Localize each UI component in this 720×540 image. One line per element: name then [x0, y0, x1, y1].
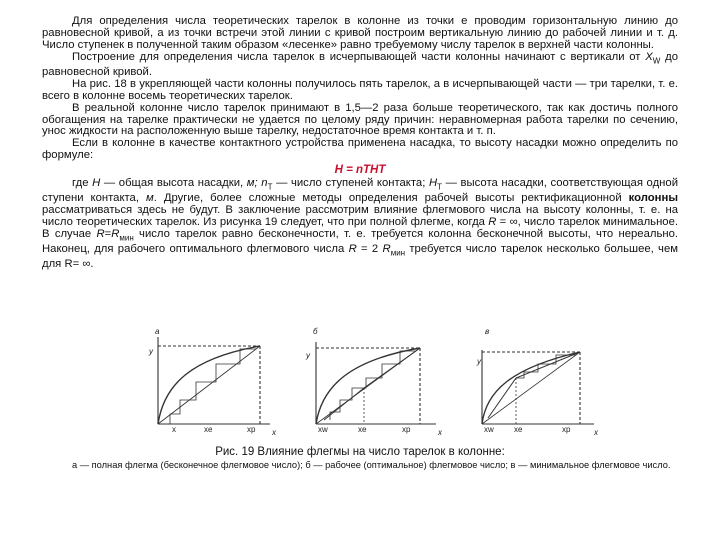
- panel-c-tick-2: xe: [514, 425, 523, 434]
- panel-b-xlabel: x: [438, 428, 442, 437]
- document-body: [42, 16, 678, 271]
- panel-a-tick-3: xp: [247, 425, 256, 434]
- panel-a-xlabel: x: [272, 428, 276, 437]
- panel-b-ylabel: y: [306, 351, 310, 360]
- figure-19: [120, 322, 600, 442]
- paragraph-5: Если в колонне в качестве контактного устройства применена насадка, то высоту насадки можно определить по формуле:: [42, 137, 678, 162]
- formula: H = nТНТ: [334, 164, 386, 177]
- panel-b: [316, 342, 436, 424]
- panel-c-tick-1: xw: [484, 425, 494, 434]
- panel-b-tick-2: xe: [358, 425, 367, 434]
- paragraph-4: В реальной колонне число тарелок принимают в 1,5—2 раза больше теоретического, так как достичь полного обогащения на тарелке практически не удается по целому ряду причин: неравномерная работа тарелки по сечению, унос жидкости на расположенную выше тарелку, недостаточное время контакта и т. п.: [42, 101, 678, 138]
- panel-c-ylabel: y: [477, 357, 481, 366]
- panel-a-ylabel: y: [149, 347, 153, 356]
- panel-a-tick-1: x: [172, 425, 176, 434]
- paragraph-2: Построение для определения числа тарелок в исчерпывающей части колонны начинают с вертикали от $X_W$ до равновесной кривой.: [42, 50, 678, 78]
- panel-a-label: а: [155, 327, 160, 336]
- figure-19-diagram: [120, 322, 600, 442]
- figure-caption: Рис. 19 Влияние флегмы на число тарелок в колонне:: [215, 446, 505, 458]
- panel-a-tick-2: xe: [204, 425, 213, 434]
- panel-a: [158, 337, 270, 424]
- panel-b-tick-1: xw: [318, 425, 328, 434]
- panel-c: [482, 350, 594, 424]
- panel-b-tick-3: xp: [402, 425, 411, 434]
- paragraph-1: Для определения числа теоретических тарелок в колонне из точки е проводим горизонтальную линию до равновесной кривой, а из точки встречи этой линии с кривой построим вертикальную линию до рабочей линии и т. д. Число ступенек в полученной таким образом «лесенке» равно требуемому числу тарелок в верхней части колонны.: [42, 15, 678, 51]
- figure-legend: а — полная флегма (бесконечное флегмовое число); б — рабочее (оптимальное) флегмовое число; в — минимальное флегмовое число.: [72, 460, 671, 470]
- paragraph-6: где H — общая высота насадки, м; $n_T$ — число ступеней контакта; $H_T$ — высота насадки, соответствующая одной ступени контакта, м. Другие, более сложные методы определения рабочей высоты ректификационной колонны рассматриваться здесь не будут. В заключение рассмотрим влияние флегмового числа на высоту колонны, т. е. на число теоретических тарелок. Из рисунка 19 следует, что при полной флегме, когда R = ∞, число тарелок минимальное. В случае $R=R_{мин}$ число тарелок равно бесконечности, т. е. требуется колонна бесконечной высоты, что нереально. Наконец, для рабочего оптимального флегмового числа R = 2 $R_{мин}$ требуется число тарелок несколько большее, чем для R= ∞.: [42, 177, 679, 271]
- panel-c-xlabel: x: [594, 428, 598, 437]
- panel-c-label: в: [485, 327, 490, 336]
- panel-b-label: б: [313, 327, 318, 336]
- paragraph-3: На рис. 18 в укрепляющей части колонны получилось пять тарелок, а в исчерпывающей части — три тарелки, т. е. всего в колонне восемь теоретических тарелок.: [42, 77, 678, 102]
- panel-c-tick-3: xp: [562, 425, 571, 434]
